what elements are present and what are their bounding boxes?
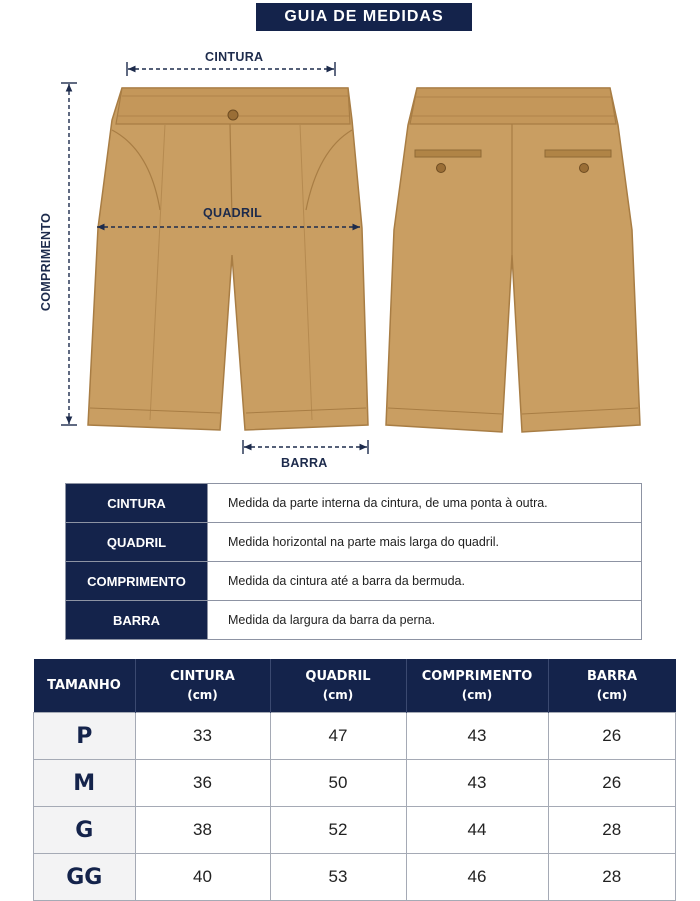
size-value: 28	[548, 854, 676, 901]
size-row	[34, 713, 676, 760]
page-title: GUIA DE MEDIDAS	[256, 3, 472, 31]
size-value: 33	[135, 713, 270, 760]
definition-term: COMPRIMENTO	[66, 562, 208, 601]
definition-term: CINTURA	[66, 484, 208, 523]
header-comprimento: COMPRIMENTO (cm)	[406, 659, 548, 713]
definition-row	[66, 601, 642, 640]
size-label: GG	[34, 854, 136, 901]
size-value: 36	[135, 760, 270, 807]
header-barra: BARRA (cm)	[548, 659, 676, 713]
definition-description: Medida da cintura até a barra da bermuda.	[208, 562, 642, 601]
definition-description: Medida da largura da barra da perna.	[208, 601, 642, 640]
size-value: 40	[135, 854, 270, 901]
cintura-label: CINTURA	[205, 50, 264, 64]
size-value: 50	[270, 760, 406, 807]
definition-row	[66, 484, 642, 523]
barra-label: BARRA	[281, 456, 328, 470]
size-row	[34, 807, 676, 854]
header-quadril: QUADRIL (cm)	[270, 659, 406, 713]
definition-row	[66, 562, 642, 601]
size-value: 43	[406, 760, 548, 807]
size-row	[34, 760, 676, 807]
definition-row	[66, 523, 642, 562]
size-value: 26	[548, 760, 676, 807]
definition-term: QUADRIL	[66, 523, 208, 562]
comprimento-label: COMPRIMENTO	[39, 212, 53, 312]
size-value: 47	[270, 713, 406, 760]
definition-description: Medida da parte interna da cintura, de uma ponta à outra.	[208, 484, 642, 523]
definitions-table	[65, 483, 642, 640]
shorts-front-image	[88, 88, 368, 430]
size-value: 53	[270, 854, 406, 901]
size-value: 46	[406, 854, 548, 901]
shorts-back-image	[386, 88, 640, 432]
quadril-label: QUADRIL	[203, 206, 263, 220]
size-label: P	[34, 713, 136, 760]
size-table	[33, 659, 676, 901]
size-row	[34, 854, 676, 901]
size-value: 26	[548, 713, 676, 760]
size-label: G	[34, 807, 136, 854]
header-tamanho: TAMANHO	[34, 659, 136, 713]
size-value: 52	[270, 807, 406, 854]
size-label: M	[34, 760, 136, 807]
size-value: 38	[135, 807, 270, 854]
definition-description: Medida horizontal na parte mais larga do quadril.	[208, 523, 642, 562]
size-value: 43	[406, 713, 548, 760]
size-table-header	[34, 659, 676, 713]
header-cintura: CINTURA (cm)	[135, 659, 270, 713]
definition-term: BARRA	[66, 601, 208, 640]
size-value: 44	[406, 807, 548, 854]
size-value: 28	[548, 807, 676, 854]
